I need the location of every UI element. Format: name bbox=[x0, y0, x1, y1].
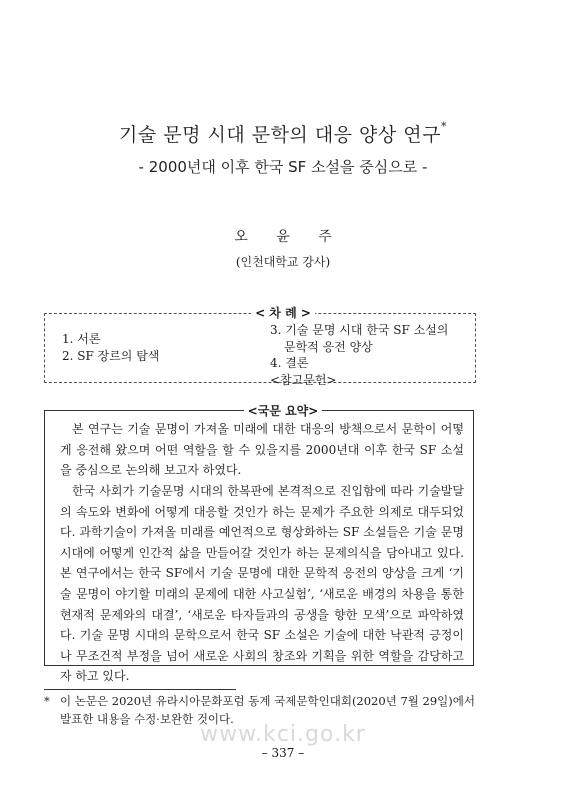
title-footnote-mark: * bbox=[441, 120, 448, 133]
footnote-rule bbox=[44, 689, 236, 690]
watermark: www.kci.go.kr bbox=[200, 722, 366, 747]
author-affiliation: (인천대학교 강사) bbox=[235, 255, 331, 269]
toc-item-korean-sf-cont: 문학적 응전 양상 bbox=[284, 339, 373, 354]
footnote-line-1 bbox=[44, 692, 484, 710]
footnote-line-2: 발표한 내용을 수정·보완한 것이다. bbox=[60, 712, 234, 726]
abstract-heading bbox=[0, 402, 566, 419]
paper-title bbox=[0, 120, 566, 147]
toc-item-references: <참고문헌> bbox=[270, 372, 337, 387]
abstract-heading-text: <국문 요약> bbox=[244, 404, 323, 418]
toc-item-conclusion: 4. 결론 bbox=[270, 356, 309, 370]
toc-item-korean-sf: 3. 기술 문명 시대 한국 SF 소설의 bbox=[270, 323, 449, 337]
toc-item-intro: 1. 서론 bbox=[62, 332, 101, 346]
footnote-mark: * bbox=[44, 694, 50, 708]
author-name: 오 윤 주 bbox=[234, 229, 344, 245]
abstract-paragraph-1: 본 연구는 기술 문명이 가져올 미래에 대한 대응의 방책으로서 문학이 어떻게 응전해 왔으며 어떤 역할을 할 수 있을지를 2000년대 이후 한국 SF 소설을 중심으로 논의해 보고자 하였다. bbox=[60, 422, 464, 478]
paper-title-text: 기술 문명 시대 문학의 대응 양상 연구 bbox=[118, 124, 442, 146]
toc-heading bbox=[0, 304, 566, 321]
abstract-paragraph-2: 한국 사회가 기술문명 시대의 한복판에 본격적으로 진입함에 따라 기술발달의 속도와 변화에 어떻게 대응할 것인가 하는 문제가 주요한 의제로 대두되었다. 과학기술이 가져올 미래를 예언적으로 형상화하는 SF 소설들은 기술 문명 시대에 어떻게 인간적 삶을 만들어갈 것인가 하는 문제의식을 담아내고 있다. 본 연구에서는 한국 SF에서 기술 문명에 대한 문학적 응전의 양상을 크게 ‘기술 문명이 야기할 미래의 문제에 대한 사고실험’, ‘새로운 배경의 차용을 통한 현재적 문제와의 대결’, ‘새로운 타자들과의 공생을 향한 모색’으로 파악하였다. 기술 문명 시대의 문학으로서 한국 SF 소설은 기술에 대한 낙관적 긍정이나 무조건적 부정을 넘어 새로운 사회의 창조와 기획을 위한 역할을 감당하고자 하고 있다. bbox=[60, 484, 464, 684]
toc-right-column bbox=[270, 322, 470, 388]
toc-left-column bbox=[62, 331, 159, 365]
toc-item-sf-genre: 2. SF 장르의 탐색 bbox=[62, 349, 160, 363]
footnote-text-1: 이 논문은 2020년 유라시아문화포럼 동계 국제문학인대회(2020년 7월 29일)에서 bbox=[60, 694, 475, 708]
toc-heading-text: < 차 례 > bbox=[251, 306, 315, 320]
paper-subtitle: - 2000년대 이후 한국 SF 소설을 중심으로 - bbox=[138, 158, 428, 176]
page-number: – 337 – bbox=[261, 746, 305, 760]
